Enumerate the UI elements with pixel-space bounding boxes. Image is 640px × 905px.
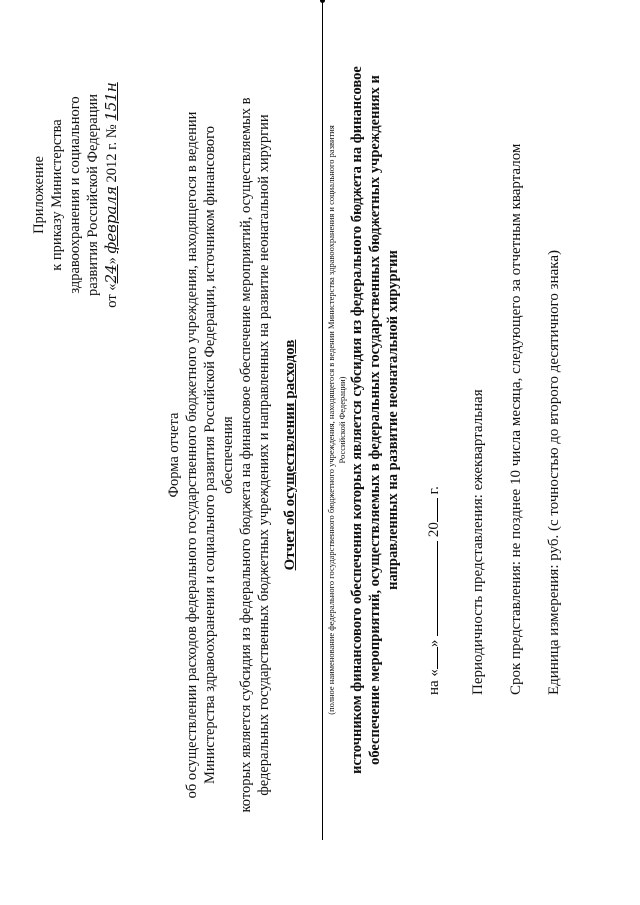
appendix-line: здравоохранения и социального bbox=[67, 96, 83, 294]
funding-source-block bbox=[348, 40, 402, 800]
date-prefix: от « bbox=[104, 283, 120, 308]
form-title-block bbox=[165, 95, 273, 815]
month-blank[interactable] bbox=[423, 541, 438, 636]
report-title: Отчет об осуществлении расходов bbox=[282, 339, 298, 571]
periodicity-text: Периодичность представления: ежеквартальная bbox=[470, 389, 486, 695]
date-suffix: г. bbox=[426, 486, 442, 495]
year-blank[interactable] bbox=[423, 498, 438, 522]
caption-line: Российской Федерации) bbox=[337, 376, 347, 464]
appendix-line: развития Российской Федерации bbox=[85, 94, 101, 296]
appendix-date-line bbox=[102, 15, 121, 375]
form-title-line: Форма отчета bbox=[166, 412, 182, 498]
institution-name-line bbox=[322, 0, 323, 840]
day-blank[interactable] bbox=[423, 647, 438, 669]
appendix-line: к приказу Министерства bbox=[49, 119, 65, 271]
form-title-line: которых является субсидия из федерального бюджета на финансовое обеспечение мероприятий, осуществляемых в bbox=[238, 97, 254, 813]
deadline-text: Срок представления: не позднее 10 числа месяца, следующего за отчетным кварталом bbox=[508, 143, 524, 695]
appendix-block bbox=[30, 15, 121, 375]
source-line: направленных на развитие неонатальной хирургии bbox=[385, 250, 401, 590]
institution-caption bbox=[326, 5, 348, 835]
form-title-line: Министерства здравоохранения и социального развития Российской Федерации, источником финансового обеспечения bbox=[202, 126, 236, 784]
date-mid: » bbox=[104, 257, 120, 265]
year-prefix: 20 bbox=[426, 522, 442, 538]
report-date-line bbox=[423, 486, 443, 695]
date-year: 2012 г. № bbox=[104, 124, 120, 183]
source-line: обеспечение мероприятий, осуществляемых в федеральных государственных бюджетных учреждениях и bbox=[367, 75, 383, 765]
handwritten-day: 24 bbox=[102, 264, 120, 284]
form-title-line: федеральных государственных бюджетных учреждениях и направленных на развитие неонатальной хирургии bbox=[256, 114, 272, 796]
caption-line: (полное наименование федерального государственного бюджетного учреждения, находящегося в ведении Министерства здравоохранения и социального развития bbox=[326, 125, 336, 715]
source-line: источником финансового обеспечения которых является субсидия из федерального бюджета на финансовое bbox=[349, 66, 365, 774]
date-middle: » bbox=[426, 639, 442, 648]
date-prefix: на « bbox=[426, 669, 442, 695]
handwritten-month: февраля bbox=[102, 186, 120, 254]
unit-text: Единица измерения: руб. (с точностью до второго десятичного знака) bbox=[546, 250, 562, 695]
form-title-line: об осуществлении расходов федерального государственного бюджетного учреждения, находящегося в ведении bbox=[184, 111, 200, 799]
handwritten-order-number: 151н bbox=[102, 82, 120, 121]
appendix-line: Приложение bbox=[31, 156, 47, 234]
